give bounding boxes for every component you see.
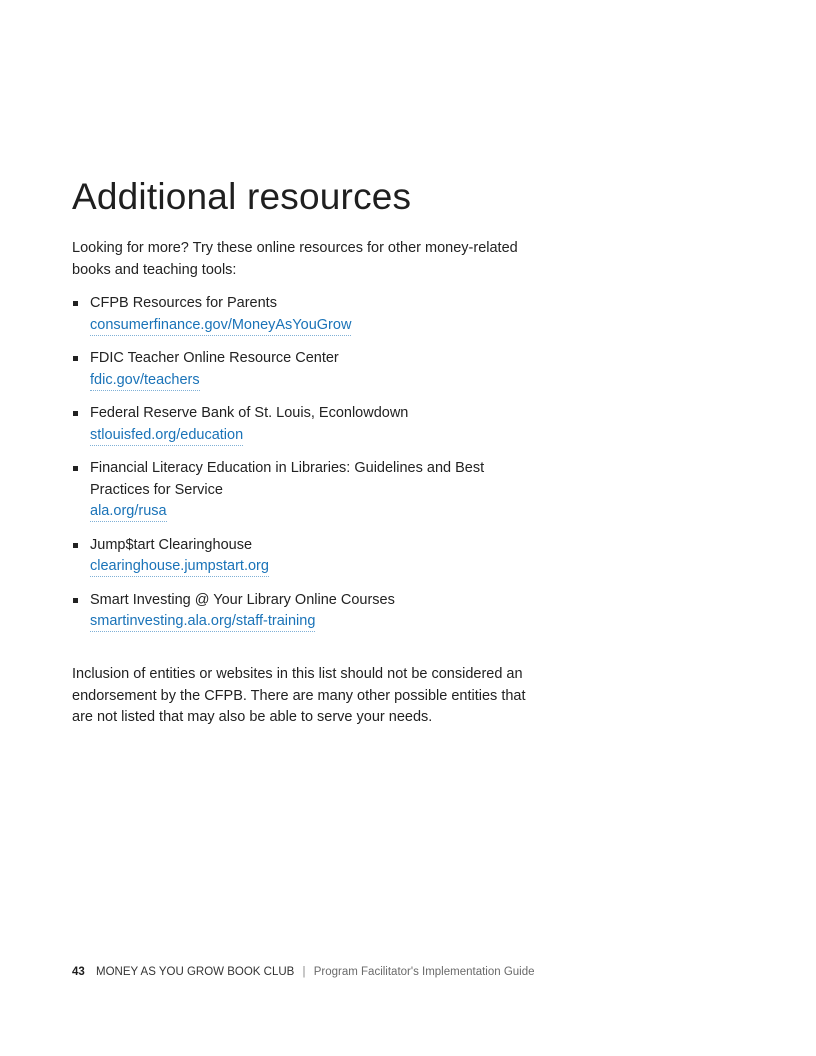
page-title: Additional resources [72, 176, 412, 217]
resource-name: Smart Investing @ Your Library Online Courses [90, 591, 395, 608]
resource-name: Jump$tart Clearinghouse [90, 536, 253, 553]
resource-link[interactable]: smartinvesting.ala.org/staff-training [90, 612, 315, 632]
resource-name: FDIC Teacher Online Resource Center [90, 350, 339, 366]
resource-item [72, 535, 532, 578]
guide-title: Program Facilitator's Implementation Guide [313, 966, 535, 978]
resource-name: Federal Reserve Bank of St. Louis, Econlowdown [90, 405, 409, 421]
resource-item [72, 458, 532, 523]
resource-link[interactable]: consumerfinance.gov/MoneyAsYouGrow [90, 316, 351, 336]
resource-name: CFPB Resources for Parents [90, 295, 277, 311]
footer-separator: | [302, 966, 306, 978]
square-bullet-icon [73, 466, 78, 471]
resource-item [72, 293, 532, 336]
square-bullet-icon [73, 411, 78, 416]
resource-link[interactable]: fdic.gov/teachers [90, 371, 200, 391]
resource-name: Financial Literacy Education in Libraries: Guidelines and Best Practices for Service [90, 460, 485, 498]
resource-link[interactable]: clearinghouse.jumpstart.org [90, 557, 269, 577]
resource-item [72, 348, 532, 391]
page-footer [72, 966, 535, 978]
series-title: MONEY AS YOU GROW BOOK CLUB [96, 966, 295, 978]
resource-link[interactable]: ala.org/rusa [90, 502, 167, 522]
square-bullet-icon [73, 543, 78, 548]
resource-list [72, 293, 532, 645]
resource-item [72, 590, 532, 633]
page-number: 43 [72, 966, 85, 978]
resource-item [72, 403, 532, 446]
square-bullet-icon [73, 356, 78, 361]
square-bullet-icon [73, 598, 78, 603]
resource-link[interactable]: stlouisfed.org/education [90, 426, 243, 446]
intro-paragraph: Looking for more? Try these online resources for other money-related books and teaching tools: [72, 240, 518, 278]
disclaimer-paragraph: Inclusion of entities or websites in this list should not be considered an endorsement by the CFPB. There are many other possible entities that are not listed that may also be able to serve your needs. [72, 666, 526, 725]
square-bullet-icon [73, 301, 78, 306]
